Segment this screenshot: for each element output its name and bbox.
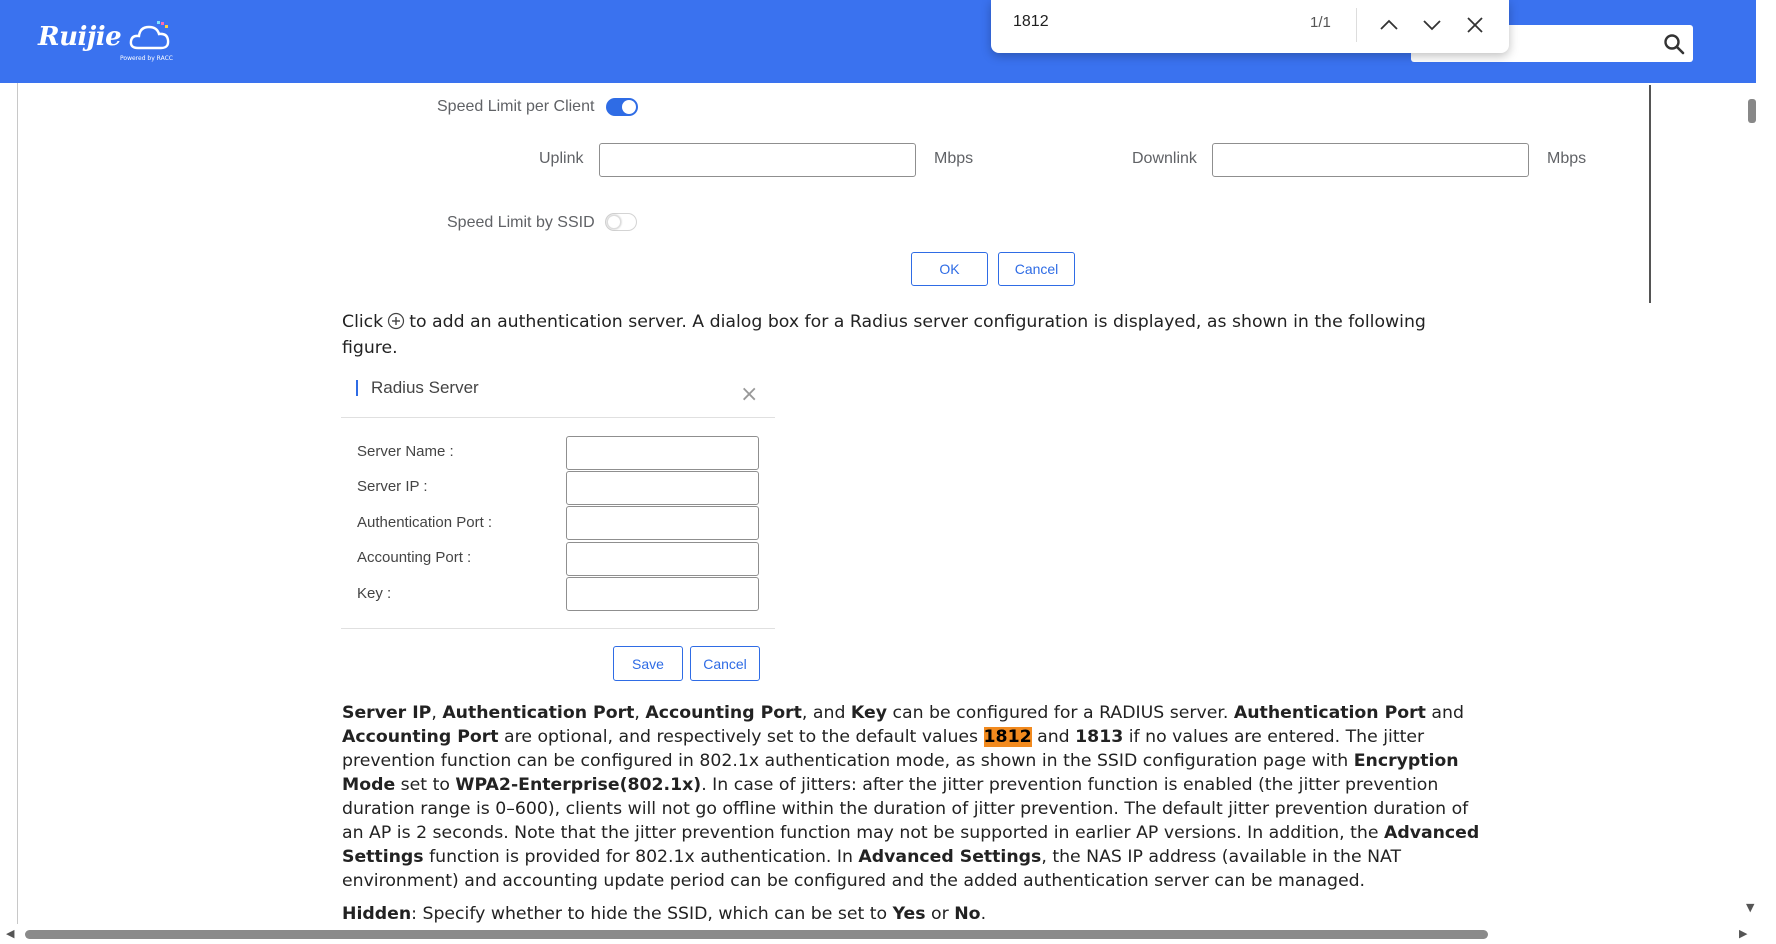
downlink-unit: Mbps (1547, 150, 1587, 167)
body-line-2: Accounting Port are optional, and respectively set to the default values 1812 and 1813 if no values are entered. The jitter (342, 727, 1425, 747)
body-line-8: environment) and accounting update period can be configured and the added authentication server can be managed. (342, 871, 1366, 891)
authentication-port-input[interactable] (566, 506, 759, 540)
speed-limit-per-client-label: Speed Limit per Client (437, 98, 595, 115)
accounting-port-label: Accounting Port : (357, 549, 472, 566)
uplink-label: Uplink (539, 150, 584, 167)
key-input[interactable] (566, 577, 759, 611)
search-icon[interactable] (1663, 33, 1685, 55)
horizontal-scrollbar[interactable] (0, 924, 1762, 944)
search-highlight: 1812 (983, 727, 1032, 747)
dialog-footer-divider (341, 628, 775, 629)
find-close-button[interactable] (1460, 10, 1490, 40)
ruijie-logo[interactable] (38, 22, 173, 62)
toggle-knob (607, 215, 621, 229)
dialog-cancel-button[interactable]: Cancel (690, 646, 760, 681)
logo-subtext: Powered by RACC (120, 55, 173, 62)
vertical-scrollbar[interactable] (1740, 83, 1762, 924)
body-line-5: duration range is 0–600), clients will not go offline within the duration of jitter prevention. The default jitter prevention duration of (342, 799, 1469, 819)
intro-paragraph (342, 310, 1426, 334)
content-divider (1649, 85, 1651, 303)
logo-wordmark: Ruijie (38, 22, 122, 52)
server-name-input[interactable] (566, 436, 759, 470)
speed-limit-by-ssid-label: Speed Limit by SSID (447, 214, 595, 231)
ok-button[interactable]: OK (911, 252, 988, 286)
uplink-input[interactable] (599, 143, 916, 177)
vertical-scroll-thumb[interactable] (1748, 99, 1756, 123)
downlink-label: Downlink (1132, 150, 1197, 167)
plus-circle-icon (387, 312, 405, 330)
find-divider (1356, 8, 1357, 42)
find-match-count: 1/1 (1310, 14, 1331, 31)
speed-limit-by-ssid-toggle[interactable] (605, 213, 637, 231)
key-label: Key : (357, 585, 392, 602)
hidden-paragraph: Hidden: Specify whether to hide the SSID, which can be set to Yes or No. (342, 904, 987, 923)
intro-paragraph-continued: figure. (342, 338, 398, 358)
left-border (0, 83, 18, 924)
close-icon (1466, 16, 1484, 34)
downlink-input[interactable] (1212, 143, 1529, 177)
dialog-title-accent (356, 380, 358, 396)
body-line-4: Mode set to WPA2-Enterprise(802.1x). In case of jitters: after the jitter prevention function is enabled (the jitter prevention (342, 775, 1439, 795)
speed-limit-per-client-toggle[interactable] (606, 98, 638, 116)
radius-server-dialog-title: Radius Server (371, 378, 479, 397)
server-ip-label: Server IP : (357, 478, 428, 495)
dialog-save-button[interactable]: Save (613, 646, 683, 681)
horizontal-scroll-thumb[interactable] (25, 930, 1488, 939)
uplink-unit: Mbps (934, 150, 974, 167)
cloud-logo-icon (128, 20, 172, 54)
authentication-port-label: Authentication Port : (357, 514, 493, 531)
scroll-left-arrow-icon[interactable]: ◀ (6, 927, 15, 940)
body-line-7: Settings function is provided for 802.1x authentication. In Advanced Settings, the NAS IP address (available in the NAT (342, 847, 1402, 867)
body-line-1: Server IP, Authentication Port, Accounting Port, and Key can be configured for a RADIUS server. Authentication Port and (342, 703, 1464, 723)
server-ip-input[interactable] (566, 471, 759, 505)
body-line-3: prevention function can be configured in 802.1x authentication mode, as shown in the SSID configuration page with Encryption (342, 751, 1459, 771)
scroll-right-arrow-icon[interactable]: ▶ (1739, 927, 1748, 940)
toggle-knob (622, 100, 636, 114)
dialog-close-icon[interactable]: × (740, 382, 759, 407)
find-in-page-bar (991, 0, 1509, 53)
find-query-input[interactable]: 1812 (1013, 13, 1049, 30)
body-line-6: an AP is 2 seconds. Note that the jitter prevention function may not be supported in earlier AP versions. In addition, the Advanced (342, 823, 1480, 843)
find-prev-button[interactable] (1374, 10, 1404, 40)
server-name-label: Server Name : (357, 443, 454, 460)
intro-text-rest: to add an authentication server. A dialog box for a Radius server configuration is displayed, as shown in the following (409, 312, 1426, 332)
cancel-button[interactable]: Cancel (998, 252, 1075, 286)
chevron-up-icon (1380, 19, 1398, 31)
chevron-down-icon (1423, 19, 1441, 31)
intro-text-start: Click (342, 312, 384, 332)
accounting-port-input[interactable] (566, 542, 759, 576)
dialog-header-divider (341, 417, 775, 418)
scroll-down-arrow-icon[interactable]: ▼ (1746, 901, 1755, 914)
find-next-button[interactable] (1417, 10, 1447, 40)
